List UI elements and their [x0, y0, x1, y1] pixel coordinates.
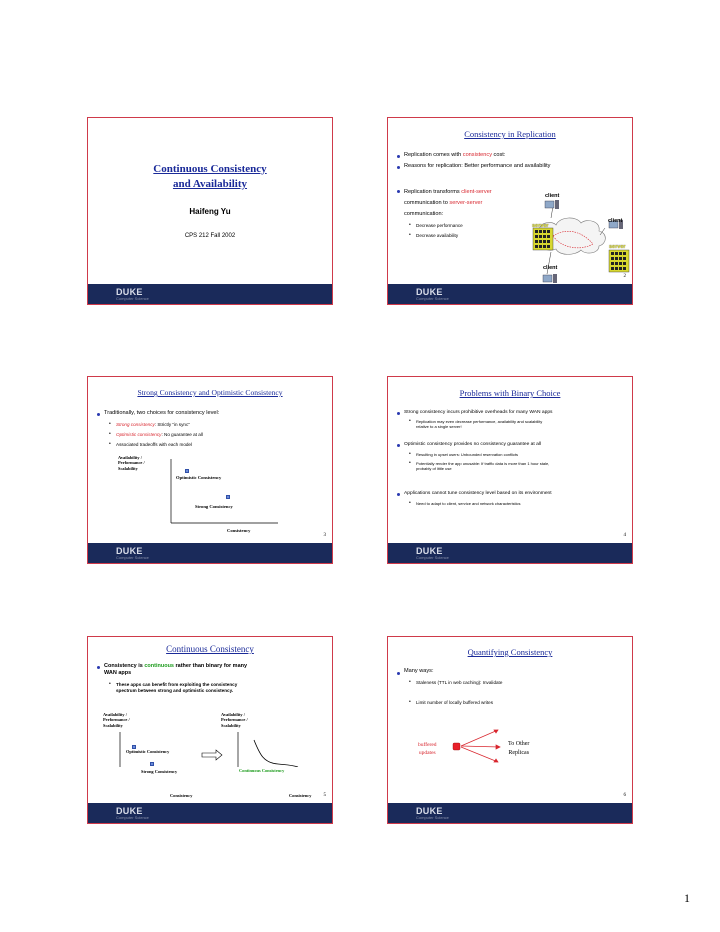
duke-logo-sub: Computer Science [116, 296, 149, 301]
slide-3-title: Strong Consistency and Optimistic Consistency [137, 388, 283, 397]
duke-logo: DUKE [116, 806, 143, 816]
duke-logo-sub: Computer Science [416, 815, 449, 820]
slide-3-sub-3: Associated tradeoffs with each model [116, 442, 193, 447]
tradeoff-comparison-diagram [88, 637, 334, 767]
x-axis-label-right: Consistency [289, 793, 312, 798]
sub-bullet-mark: • [109, 421, 111, 427]
y-axis-label-right: Availability / Performance / Scalability [221, 712, 248, 728]
server-label-right: server [609, 244, 626, 250]
sub-bullet-mark: • [409, 679, 411, 685]
document-page-number: 1 [684, 891, 690, 905]
slide-2-bullet-3: Replication transforms client-server communication to server-server communication: [404, 189, 492, 217]
slide-5-bullet-1: Consistency is continuous rather than binary for many WAN apps [104, 663, 248, 676]
y-axis-label-left: Availability / Performance / Scalability [103, 712, 130, 728]
strong-label: Strong Consistency [195, 504, 233, 509]
slide-footer [88, 803, 332, 823]
slide-6-sub-2: Limit number of locally buffered writes [416, 700, 494, 705]
slide-3-sub-1: Strong consistency: Strictly “in sync” [116, 422, 190, 427]
bullet-dot [397, 493, 400, 496]
bullet-dot [397, 155, 400, 158]
slide-page-number: 2 [623, 274, 626, 279]
slide-2-sub-2: Decrease availability [416, 233, 459, 238]
to-other-replicas-label: To Other Replicas [508, 741, 530, 756]
optimistic-point [185, 469, 189, 473]
y-axis-label: Availability / Performance / Scalability [118, 455, 145, 471]
duke-logo: DUKE [416, 287, 443, 297]
slide-footer [388, 284, 632, 304]
slide-3-bullet-1: Traditionally, two choices for consistency level: [104, 410, 220, 416]
slide-4-sub-4: Need to adapt to client, service and network characteristics [416, 501, 521, 506]
slide-1-title: Continuous Consistency and Availability [153, 163, 267, 190]
slide-5-title: Continuous Consistency [166, 644, 254, 654]
computer-icon [545, 200, 559, 209]
continuous-tradeoff-curve [254, 740, 298, 767]
duke-logo: DUKE [116, 546, 143, 556]
buffered-updates-diagram [448, 725, 558, 785]
slide-2-bullet-1: Replication comes with consistency cost: [404, 152, 506, 158]
course-label: CPS 212 Fall 2002 [184, 233, 236, 239]
strong-point [226, 495, 230, 499]
slide-4-sub-1: Replication may even decrease performance, availability and scalability relative to a single server! [416, 419, 543, 429]
bullet-dot [397, 190, 400, 193]
sub-bullet-mark: • [109, 681, 111, 687]
slide-4-bullet-2: Optimistic consistency provides no consistency guarantee at all [404, 442, 542, 447]
server-rack-icon [609, 250, 629, 272]
bullet-dot [97, 413, 100, 416]
duke-logo-sub: Computer Science [416, 555, 449, 560]
client-label-right: client [608, 218, 623, 224]
client-label-bottom: client [543, 265, 558, 271]
slide-6-sub-1: Staleness (TTL in web caching): Invalidate [416, 680, 503, 685]
slide-footer [88, 284, 332, 304]
slide-4-sub-2: Resulting in upset users: Unbounded reservation conflicts [416, 452, 519, 457]
slide-3-sub-2: Optimistic consistency: No guarantee at all [116, 432, 203, 437]
slide-6-bullet-1: Many ways: [404, 668, 434, 674]
x-axis-label-left: Consistency [170, 793, 193, 798]
slide-page-number: 4 [623, 533, 626, 538]
arrow-icon [202, 750, 222, 760]
slide-5-sub-1: These apps can benefit from exploiting the consistency spectrum between strong and optimistic consistency. [116, 682, 238, 693]
computer-icon [543, 274, 557, 283]
sub-bullet-mark: • [109, 441, 111, 447]
slide-6-title: Quantifying Consistency [467, 647, 553, 657]
buffered-label: buffered updates [418, 742, 437, 756]
optimistic-label: Optimistic Consistency [126, 749, 170, 754]
slide-4-bullet-1: Strong consistency incurs prohibitive overheads for many WAN apps [404, 410, 553, 415]
duke-logo: DUKE [416, 806, 443, 816]
slide-page-number: 6 [623, 793, 626, 798]
client-label-top: client [545, 193, 560, 199]
sub-bullet-mark: • [409, 451, 411, 457]
continuous-label: Continuous Consistency [239, 768, 285, 773]
sub-bullet-mark: • [409, 232, 411, 238]
author-name: Haifeng Yu [189, 207, 231, 216]
bullet-dot [397, 672, 400, 675]
buffer-icon [453, 743, 460, 750]
duke-logo: DUKE [416, 546, 443, 556]
slide-4-sub-3: Potentially render the app unusable: If traffic data is more than 1 hour stale, probably of little use [416, 461, 550, 471]
sub-bullet-mark: • [409, 500, 411, 506]
bullet-dot [397, 444, 400, 447]
bullet-dot [397, 166, 400, 169]
slide-footer [388, 803, 632, 823]
slide-3 [87, 376, 333, 564]
duke-logo-sub: Computer Science [416, 296, 449, 301]
replication-diagram [523, 188, 633, 298]
slide-4 [387, 376, 633, 564]
strong-point [150, 762, 154, 766]
slide-4-bullet-3: Applications cannot tune consistency level based on its environment [404, 491, 552, 496]
sub-bullet-mark: • [409, 699, 411, 705]
slide-6 [387, 636, 633, 824]
sub-bullet-mark: • [409, 418, 411, 424]
slide-2 [387, 117, 633, 305]
optimistic-label: Optimistic Consistency [176, 475, 222, 480]
slide-footer [388, 543, 632, 563]
slide-footer [88, 543, 332, 563]
server-rack-icon [533, 228, 553, 250]
bullet-dot [397, 412, 400, 415]
server-label-left: server [532, 223, 549, 229]
sub-bullet-mark: • [409, 222, 411, 228]
slide-5 [87, 636, 333, 824]
sub-bullet-mark: • [109, 431, 111, 437]
slide-page-number: 5 [323, 793, 326, 798]
x-axis-label: Consistency [227, 528, 251, 533]
duke-logo-sub: Computer Science [116, 815, 149, 820]
duke-logo-sub: Computer Science [116, 555, 149, 560]
slide-2-sub-1: Decrease performance [416, 223, 463, 228]
slide-1 [87, 117, 333, 305]
sub-bullet-mark: • [409, 460, 411, 466]
slide-page-number: 3 [323, 533, 326, 538]
slide-2-title: Consistency in Replication [464, 129, 556, 139]
duke-logo: DUKE [116, 287, 143, 297]
slide-4-title: Problems with Binary Choice [459, 388, 561, 398]
strong-label: Strong Consistency [141, 769, 178, 774]
slide-2-bullet-2: Reasons for replication: Better performance and availability [404, 163, 551, 169]
